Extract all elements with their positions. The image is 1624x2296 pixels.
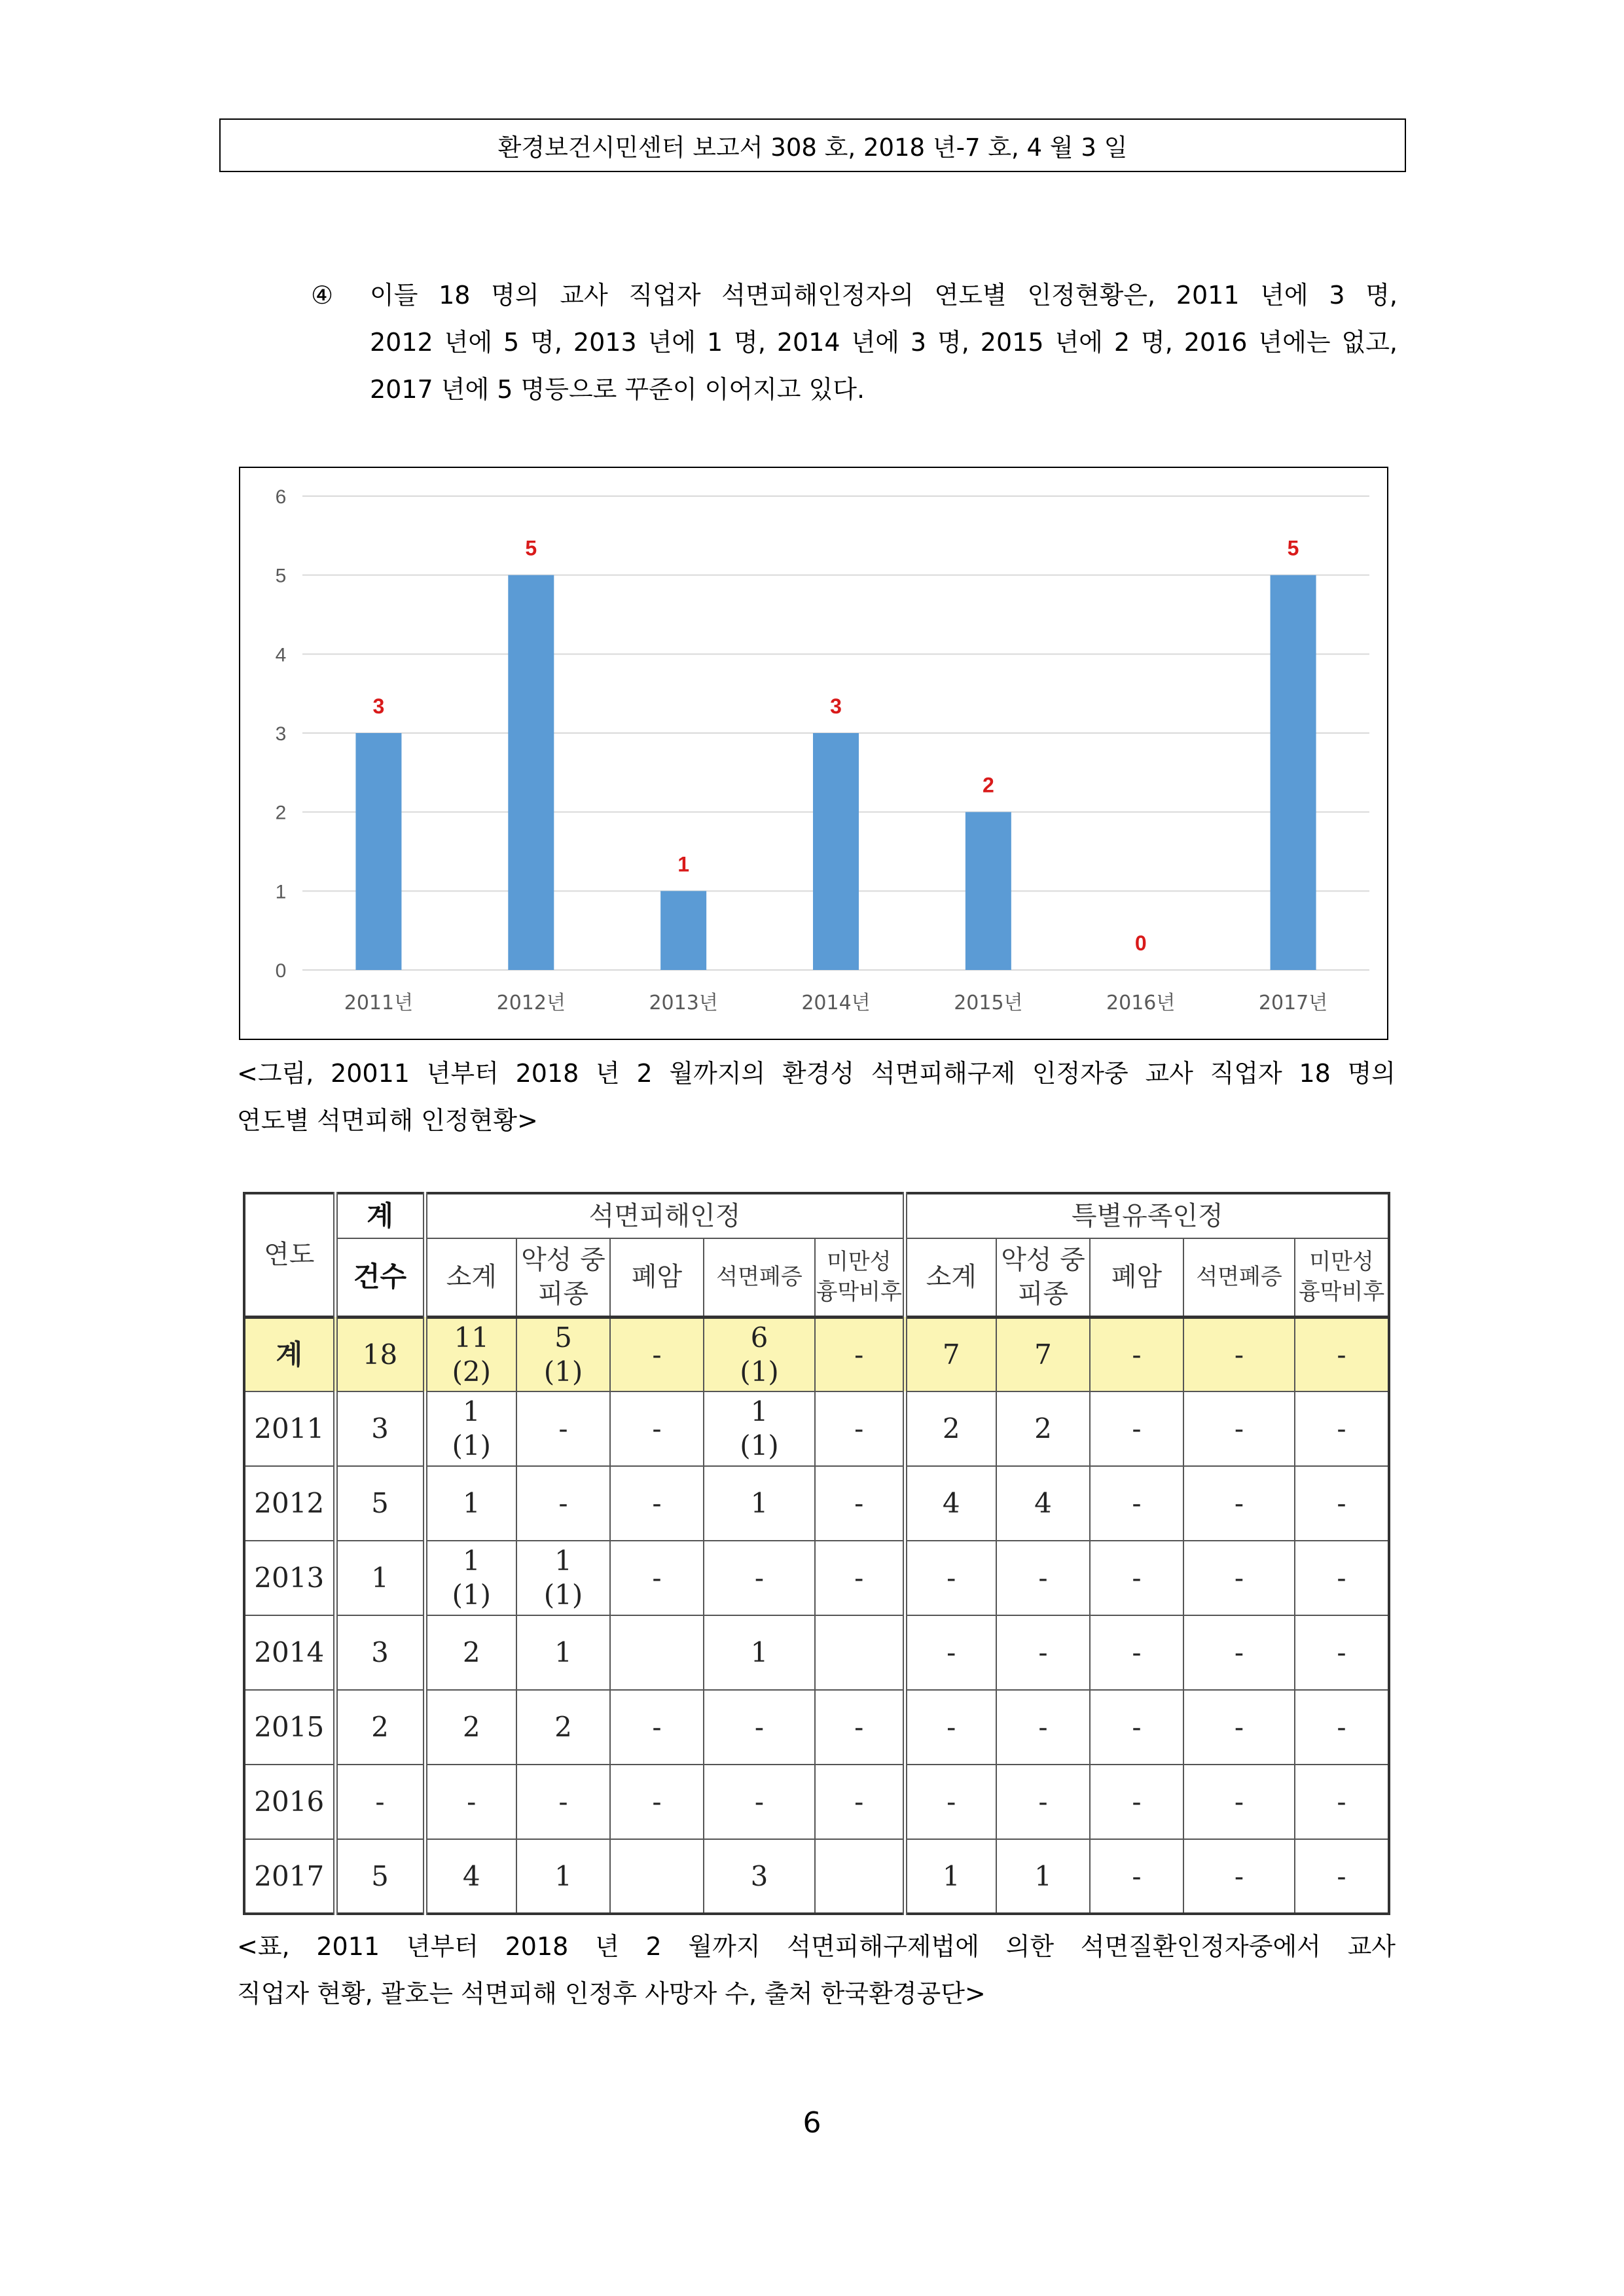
table-cell: 1 bbox=[905, 1839, 996, 1914]
table-row bbox=[244, 1615, 1389, 1690]
paragraph-line: 이들 18 명의 교사 직업자 석면피해인정자의 연도별 인정현황은, 2011 년에 3 명, bbox=[370, 281, 1398, 310]
table-cell: 1 (1) bbox=[425, 1541, 516, 1615]
table-cell: 1 (1) bbox=[425, 1391, 516, 1466]
table-cell: - bbox=[1295, 1466, 1389, 1541]
table-cell: 2 bbox=[996, 1391, 1090, 1466]
table-cell: 2 bbox=[425, 1615, 516, 1690]
table-cell: 4 bbox=[996, 1466, 1090, 1541]
table-cell: - bbox=[516, 1466, 610, 1541]
table-cell: - bbox=[1183, 1541, 1295, 1615]
row-year: 계 bbox=[244, 1317, 335, 1391]
header-lung-cancer: 폐암 bbox=[1090, 1238, 1183, 1317]
table-cell: - bbox=[1295, 1615, 1389, 1690]
table-cell: - bbox=[905, 1541, 996, 1615]
table-cell: 1 bbox=[996, 1839, 1090, 1914]
bar bbox=[965, 812, 1011, 970]
header-total: 계 bbox=[335, 1193, 425, 1238]
row-count: - bbox=[335, 1765, 425, 1839]
bar bbox=[355, 733, 401, 970]
table-cell: - bbox=[1295, 1765, 1389, 1839]
table-cell: 3 bbox=[704, 1839, 815, 1914]
table-cell: 1 bbox=[425, 1466, 516, 1541]
table-cell: - bbox=[1295, 1391, 1389, 1466]
table-cell: 4 bbox=[905, 1466, 996, 1541]
table-cell: - bbox=[1090, 1839, 1183, 1914]
table-cell: - bbox=[1295, 1541, 1389, 1615]
x-tick-label: 2015년 bbox=[954, 992, 1023, 1014]
table-cell: - bbox=[610, 1690, 704, 1765]
header-year: 연도 bbox=[244, 1193, 335, 1317]
table-cell: 2 bbox=[905, 1391, 996, 1466]
table-cell: - bbox=[1295, 1839, 1389, 1914]
report-header-title: 환경보건시민센터 보고서 308 호, 2018 년-7 호, 4 월 3 일 bbox=[497, 134, 1128, 162]
data-label: 2 bbox=[982, 773, 994, 797]
table-row bbox=[244, 1839, 1389, 1914]
header-group-asbestos-damage: 석면피해인정 bbox=[425, 1193, 905, 1238]
table-cell: - bbox=[1090, 1765, 1183, 1839]
table-cell: - bbox=[425, 1765, 516, 1839]
table-cell: - bbox=[1090, 1541, 1183, 1615]
row-year: 2015 bbox=[244, 1690, 335, 1765]
y-tick-label: 6 bbox=[275, 486, 287, 508]
table-cell: - bbox=[996, 1765, 1090, 1839]
row-year: 2016 bbox=[244, 1765, 335, 1839]
table-cell: 2 bbox=[425, 1690, 516, 1765]
x-tick-label: 2013년 bbox=[649, 992, 718, 1014]
table-row bbox=[244, 1466, 1389, 1541]
table-cell: - bbox=[1295, 1690, 1389, 1765]
x-tick-label: 2014년 bbox=[801, 992, 871, 1014]
header-mesothelioma: 악성 중피종 bbox=[516, 1238, 610, 1317]
data-label: 5 bbox=[1287, 536, 1299, 560]
paragraph-item-4 bbox=[311, 272, 1398, 413]
table-cell: - bbox=[905, 1690, 996, 1765]
table-cell: - bbox=[1183, 1690, 1295, 1765]
y-tick-label: 5 bbox=[275, 565, 287, 587]
row-count: 5 bbox=[335, 1466, 425, 1541]
row-year: 2012 bbox=[244, 1466, 335, 1541]
table-cell: - bbox=[610, 1391, 704, 1466]
table-cell bbox=[815, 1839, 905, 1914]
paragraph-line: 2017 년에 5 명등으로 꾸준이 이어지고 있다. bbox=[370, 375, 865, 404]
figure-caption-line: <그림, 20011 년부터 2018 년 2 월까지의 환경성 석면피해구제 인정자중 교사 직업자 18 명의 bbox=[237, 1059, 1396, 1088]
table-caption bbox=[237, 1923, 1396, 2017]
circled-number-marker: ④ bbox=[311, 281, 334, 310]
table-cell: - bbox=[704, 1765, 815, 1839]
table-cell bbox=[610, 1615, 704, 1690]
row-count: 18 bbox=[335, 1317, 425, 1391]
table-cell: - bbox=[516, 1765, 610, 1839]
table-row bbox=[244, 1690, 1389, 1765]
row-count: 1 bbox=[335, 1541, 425, 1615]
bar-chart bbox=[239, 467, 1388, 1040]
x-tick-label: 2016년 bbox=[1106, 992, 1176, 1014]
table-cell: 4 bbox=[425, 1839, 516, 1914]
table-cell: - bbox=[610, 1541, 704, 1615]
table-cell: - bbox=[610, 1317, 704, 1391]
bar-chart-svg bbox=[240, 468, 1390, 1041]
table-cell: - bbox=[1183, 1391, 1295, 1466]
table-cell: - bbox=[1183, 1466, 1295, 1541]
row-year: 2014 bbox=[244, 1615, 335, 1690]
table-cell: - bbox=[1090, 1391, 1183, 1466]
table-caption-line: 직업자 현황, 괄호는 석면피해 인정후 사망자 수, 출처 한국환경공단> bbox=[237, 1979, 986, 2008]
table-cell: - bbox=[1183, 1317, 1295, 1391]
header-mesothelioma: 악성 중피종 bbox=[996, 1238, 1090, 1317]
table-caption-line: <표, 2011 년부터 2018 년 2 월까지 석면피해구제법에 의한 석면질환인정자중에서 교사 bbox=[237, 1932, 1396, 1961]
row-count: 5 bbox=[335, 1839, 425, 1914]
header-pleural-thickening: 미만성 흉막비후 bbox=[1295, 1238, 1389, 1317]
table-cell: - bbox=[1090, 1317, 1183, 1391]
row-count: 3 bbox=[335, 1391, 425, 1466]
table-cell: - bbox=[1183, 1765, 1295, 1839]
header-pleural-thickening: 미만성 흉막비후 bbox=[815, 1238, 905, 1317]
table-cell: 6 (1) bbox=[704, 1317, 815, 1391]
table-cell: 7 bbox=[996, 1317, 1090, 1391]
table-cell: - bbox=[1090, 1466, 1183, 1541]
table-cell: 1 bbox=[704, 1615, 815, 1690]
table-cell: - bbox=[815, 1466, 905, 1541]
header-subtotal: 소계 bbox=[905, 1238, 996, 1317]
y-tick-label: 0 bbox=[275, 960, 287, 982]
header-count: 건수 bbox=[335, 1238, 425, 1317]
table-cell: 1 bbox=[704, 1466, 815, 1541]
data-label: 5 bbox=[525, 536, 537, 560]
y-tick-label: 4 bbox=[275, 644, 287, 666]
table-cell: - bbox=[815, 1541, 905, 1615]
data-label: 1 bbox=[677, 852, 690, 876]
row-year: 2013 bbox=[244, 1541, 335, 1615]
table-total-row bbox=[244, 1317, 1389, 1391]
report-header bbox=[219, 118, 1406, 172]
table-cell: - bbox=[996, 1615, 1090, 1690]
x-tick-label: 2011년 bbox=[344, 992, 414, 1014]
x-tick-label: 2017년 bbox=[1258, 992, 1328, 1014]
statistics-table bbox=[243, 1192, 1390, 1915]
table-cell: 1 (1) bbox=[516, 1541, 610, 1615]
table-cell: - bbox=[905, 1765, 996, 1839]
table-row bbox=[244, 1765, 1389, 1839]
header-asbestosis: 석면폐증 bbox=[1183, 1238, 1295, 1317]
table-cell bbox=[610, 1839, 704, 1914]
table-cell: 11 (2) bbox=[425, 1317, 516, 1391]
row-count: 2 bbox=[335, 1690, 425, 1765]
table-cell: - bbox=[704, 1541, 815, 1615]
table-cell: - bbox=[516, 1391, 610, 1466]
paragraph-line: 2012 년에 5 명, 2013 년에 1 명, 2014 년에 3 명, 2015 년에 2 명, 2016 년에는 없고, bbox=[370, 328, 1398, 357]
table-cell: 1 bbox=[516, 1839, 610, 1914]
table-cell: - bbox=[815, 1690, 905, 1765]
table-cell: - bbox=[1295, 1317, 1389, 1391]
bar bbox=[660, 891, 706, 970]
table-cell: 1 (1) bbox=[704, 1391, 815, 1466]
row-count: 3 bbox=[335, 1615, 425, 1690]
x-tick-label: 2012년 bbox=[496, 992, 566, 1014]
data-label: 3 bbox=[830, 694, 842, 718]
statistics-table-wrap bbox=[243, 1192, 1388, 1914]
table-cell: 2 bbox=[516, 1690, 610, 1765]
figure-caption-line: 연도별 석면피해 인정현황> bbox=[237, 1106, 538, 1135]
table-cell: - bbox=[815, 1317, 905, 1391]
header-lung-cancer: 폐암 bbox=[610, 1238, 704, 1317]
row-year: 2011 bbox=[244, 1391, 335, 1466]
table-cell: - bbox=[1183, 1839, 1295, 1914]
figure-caption bbox=[237, 1050, 1396, 1144]
table-cell: 7 bbox=[905, 1317, 996, 1391]
data-label: 0 bbox=[1134, 931, 1147, 955]
page-number: 6 bbox=[803, 2106, 821, 2140]
table-row bbox=[244, 1391, 1389, 1466]
table-cell: - bbox=[996, 1690, 1090, 1765]
table-cell: - bbox=[610, 1765, 704, 1839]
bar bbox=[1271, 575, 1316, 970]
header-asbestosis: 석면폐증 bbox=[704, 1238, 815, 1317]
bar bbox=[508, 575, 554, 970]
table-cell: - bbox=[996, 1541, 1090, 1615]
table-cell: - bbox=[1183, 1615, 1295, 1690]
header-group-special-bereaved: 특별유족인정 bbox=[905, 1193, 1389, 1238]
table-row bbox=[244, 1541, 1389, 1615]
table-cell bbox=[815, 1615, 905, 1690]
y-tick-label: 3 bbox=[275, 723, 287, 745]
table-cell: - bbox=[815, 1765, 905, 1839]
data-label: 3 bbox=[372, 694, 385, 718]
table-cell: - bbox=[704, 1690, 815, 1765]
y-tick-label: 2 bbox=[275, 802, 287, 824]
y-tick-label: 1 bbox=[275, 881, 287, 903]
table-cell: - bbox=[610, 1466, 704, 1541]
header-subtotal: 소계 bbox=[425, 1238, 516, 1317]
table-cell: - bbox=[905, 1615, 996, 1690]
table-cell: - bbox=[815, 1391, 905, 1466]
bar bbox=[813, 733, 859, 970]
table-cell: - bbox=[1090, 1690, 1183, 1765]
table-cell: 1 bbox=[516, 1615, 610, 1690]
row-year: 2017 bbox=[244, 1839, 335, 1914]
table-cell: 5 (1) bbox=[516, 1317, 610, 1391]
table-cell: - bbox=[1090, 1615, 1183, 1690]
